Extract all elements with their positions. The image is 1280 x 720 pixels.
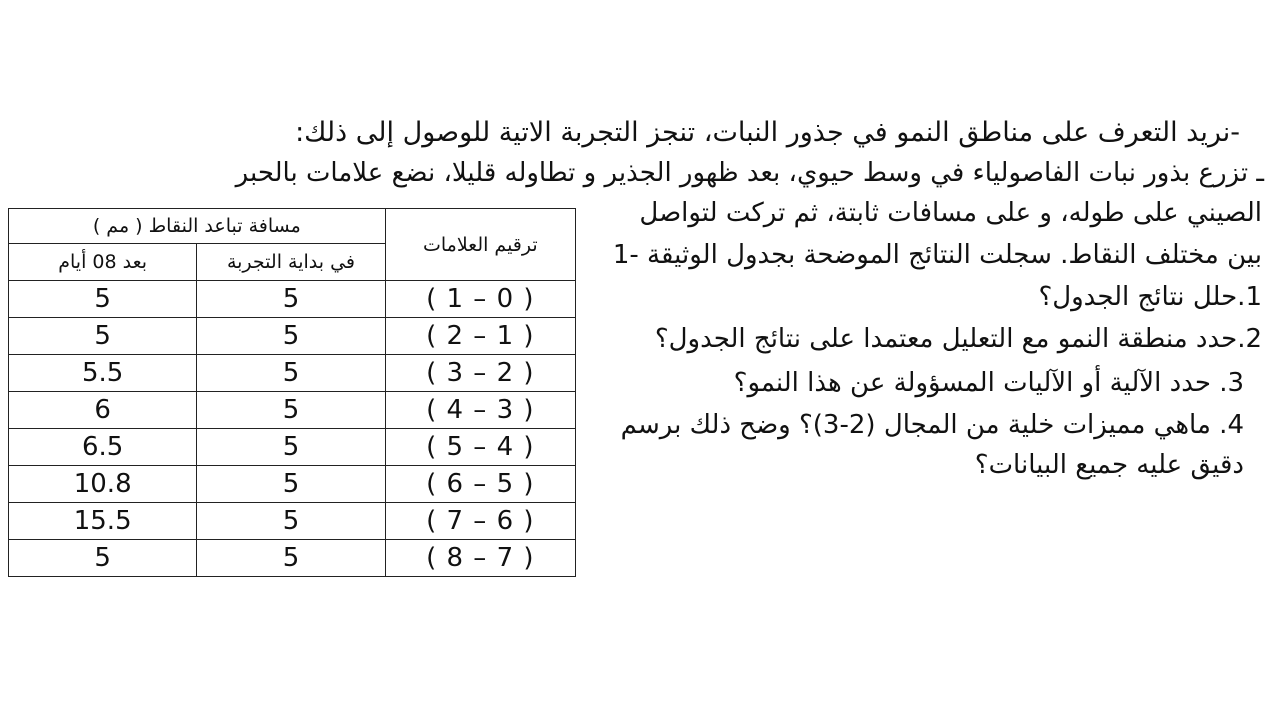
cell-start: 5 [197, 466, 385, 503]
table-row [9, 355, 576, 392]
cell-mark: ( 8 – 7 ) [385, 540, 575, 577]
table-body [9, 281, 576, 577]
table-row [9, 318, 576, 355]
results-table [8, 208, 576, 577]
cell-after: 5 [9, 281, 197, 318]
cell-mark: ( 4 – 3 ) [385, 392, 575, 429]
cell-after: 5 [9, 318, 197, 355]
header-start: في بداية التجربة [197, 244, 385, 281]
cell-after: 10.8 [9, 466, 197, 503]
cell-mark: ( 2 – 1 ) [385, 318, 575, 355]
body-line-3: الصيني على طوله، و على مسافات ثابتة، ثم تركت لتواصل [639, 198, 1262, 228]
cell-start: 5 [197, 355, 385, 392]
question-3: 3. حدد الآلية أو الآليات المسؤولة عن هذا النمو؟ [733, 368, 1244, 398]
header-distance: مسافة تباعد النقاط ( مم ) [9, 209, 386, 244]
question-4-line-1: 4. ماهي مميزات خلية من المجال (2-3)؟ وضح ذلك برسم [620, 410, 1244, 440]
header-marks: ترقيم العلامات [385, 209, 575, 281]
cell-start: 5 [197, 429, 385, 466]
cell-mark: ( 5 – 4 ) [385, 429, 575, 466]
question-1: 1.حلل نتائج الجدول؟ [1038, 282, 1262, 312]
cell-start: 5 [197, 318, 385, 355]
table-row [9, 540, 576, 577]
cell-start: 5 [197, 281, 385, 318]
cell-start: 5 [197, 540, 385, 577]
table-row [9, 392, 576, 429]
cell-mark: ( 6 – 5 ) [385, 466, 575, 503]
body-line-2: ـ تزرع بذور نبات الفاصولياء في وسط حيوي، بعد ظهور الجذير و تطاوله قليلا، نضع علامات بالحبر [235, 158, 1264, 188]
cell-start: 5 [197, 503, 385, 540]
cell-start: 5 [197, 392, 385, 429]
header-after: بعد 08 أيام [9, 244, 197, 281]
table-row [9, 503, 576, 540]
cell-after: 5 [9, 540, 197, 577]
intro-line: -نريد التعرف على مناطق النمو في جذور النبات، تنجز التجربة الاتية للوصول إلى ذلك: [295, 117, 1240, 148]
cell-mark: ( 3 – 2 ) [385, 355, 575, 392]
table-row [9, 429, 576, 466]
cell-after: 5.5 [9, 355, 197, 392]
cell-mark: ( 1 – 0 ) [385, 281, 575, 318]
cell-mark: ( 7 – 6 ) [385, 503, 575, 540]
cell-after: 6.5 [9, 429, 197, 466]
cell-after: 15.5 [9, 503, 197, 540]
cell-after: 6 [9, 392, 197, 429]
body-line-4: بين مختلف النقاط. سجلت النتائج الموضحة بجدول الوثيقة -1 [612, 240, 1262, 270]
question-4-line-2: دقيق عليه جميع البيانات؟ [974, 450, 1244, 480]
question-2: 2.حدد منطقة النمو مع التعليل معتمدا على نتائج الجدول؟ [654, 324, 1262, 354]
table-row [9, 281, 576, 318]
table-row [9, 466, 576, 503]
